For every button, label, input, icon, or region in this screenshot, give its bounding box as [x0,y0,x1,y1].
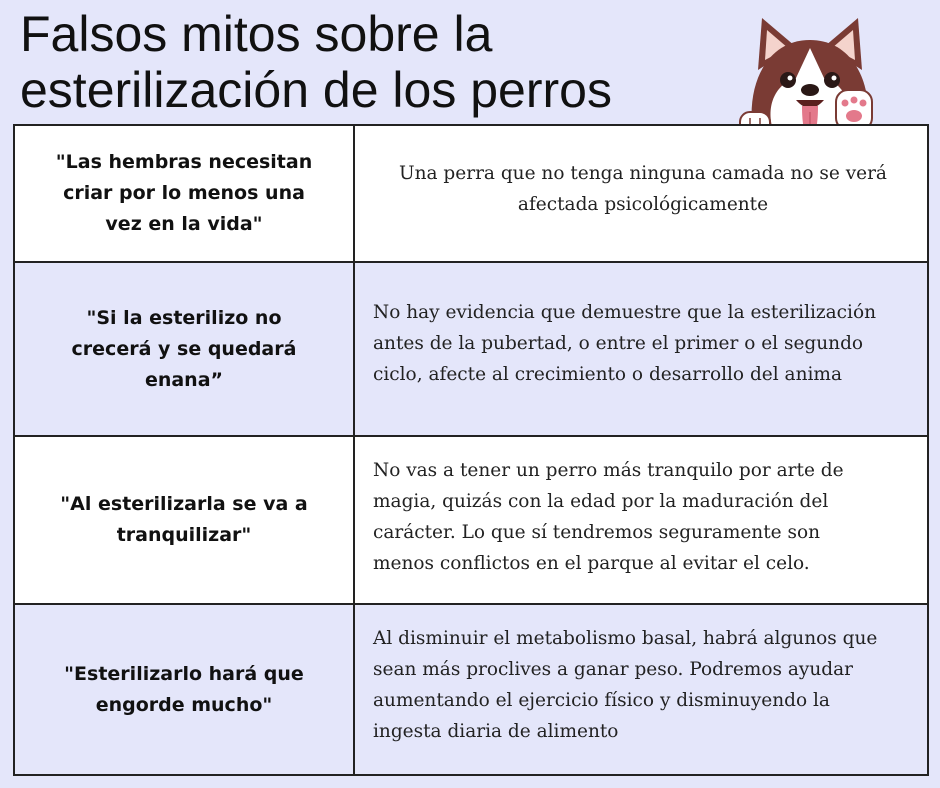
fact-line: ciclo, afecte al crecimiento o desarrollo del anima [373,364,842,385]
fact-line: sean más proclives a ganar peso. Podremos ayudar [373,659,853,680]
table-row [14,604,928,775]
fact-line: ingesta diaria de alimento [373,721,619,742]
title-line-1: Falsos mitos sobre la [20,6,493,62]
husky-dog-icon [700,8,920,136]
fact-cell [354,604,928,775]
myth-cell [14,262,354,436]
fact-line: aumentando el ejercicio físico y disminuyendo la [373,690,830,711]
myth-cell [14,604,354,775]
fact-line: Una perra que no tenga ninguna camada no se verá [399,163,887,184]
myth-line: "Las hembras necesitan [55,151,313,173]
fact-line: No hay evidencia que demuestre que la esterilización [373,302,877,323]
myth-line: tranquilizar" [116,524,252,546]
myth-line: engorde mucho" [95,693,273,716]
fact-line: Al disminuir el metabolismo basal, habrá algunos que [373,628,878,649]
myth-line: criar por lo menos una [63,182,305,204]
fact-line: antes de la pubertad, o entre el primer o el segundo [373,333,864,354]
myth-line: "Esterilizarlo hará que [64,662,304,685]
fact-cell [354,125,928,262]
myth-line: crecerá y se quedará [71,337,297,360]
myth-line: enana” [144,368,224,391]
table-row [14,436,928,604]
myth-cell [14,125,354,262]
myths-table [13,124,929,776]
table-row [14,262,928,436]
fact-line: afectada psicológicamente [517,194,769,215]
myth-line: "Si la esterilizo no [86,306,282,329]
myth-cell [14,436,354,604]
fact-line: carácter. Lo que sí tendremos seguramente son [373,522,821,543]
myth-line: vez en la vida" [105,213,263,235]
table-row [14,125,928,262]
fact-line: magia, quizás con la edad por la maduración del [373,491,829,512]
fact-cell [354,262,928,436]
fact-line: menos conflictos en el parque al evitar el celo. [373,553,810,574]
page-title [20,6,612,118]
title-line-2: esterilización de los perros [20,62,612,118]
myth-line: "Al esterilizarla se va a [60,493,308,515]
fact-cell [354,436,928,604]
fact-line: No vas a tener un perro más tranquilo por arte de [373,460,844,481]
